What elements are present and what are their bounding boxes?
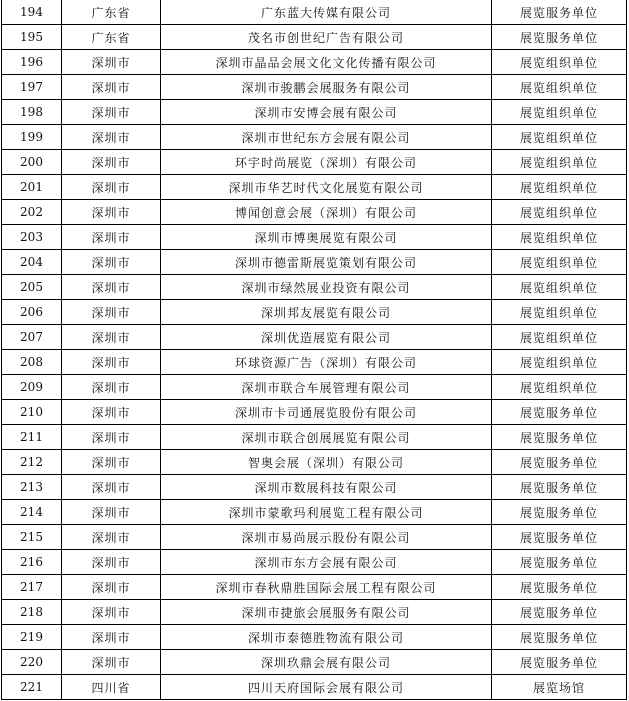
region-cell: 深圳市 [62, 275, 161, 300]
table-row [2, 650, 627, 675]
category-cell: 展览场馆 [492, 675, 627, 700]
region-cell: 深圳市 [62, 650, 161, 675]
company-name-cell: 深圳市易尚展示股份有限公司 [161, 525, 492, 550]
category-cell: 展览服务单位 [492, 450, 627, 475]
company-name-cell: 环宇时尚展览（深圳）有限公司 [161, 150, 492, 175]
region-cell: 深圳市 [62, 450, 161, 475]
row-number-cell: 211 [2, 425, 62, 450]
company-name-cell: 深圳市数展科技有限公司 [161, 475, 492, 500]
row-number-cell: 208 [2, 350, 62, 375]
table-row [2, 325, 627, 350]
organization-table [1, 0, 627, 700]
row-number-cell: 203 [2, 225, 62, 250]
company-name-cell: 深圳市东方会展有限公司 [161, 550, 492, 575]
region-cell: 深圳市 [62, 550, 161, 575]
row-number-cell: 209 [2, 375, 62, 400]
table-row [2, 75, 627, 100]
table-row [2, 375, 627, 400]
company-name-cell: 深圳市春秋鼎胜国际会展工程有限公司 [161, 575, 492, 600]
company-name-cell: 四川天府国际会展有限公司 [161, 675, 492, 700]
table-row [2, 600, 627, 625]
company-name-cell: 深圳市骏鹏会展服务有限公司 [161, 75, 492, 100]
row-number-cell: 210 [2, 400, 62, 425]
category-cell: 展览组织单位 [492, 275, 627, 300]
table-row [2, 50, 627, 75]
company-name-cell: 博闻创意会展（深圳）有限公司 [161, 200, 492, 225]
region-cell: 深圳市 [62, 500, 161, 525]
category-cell: 展览组织单位 [492, 200, 627, 225]
table-row [2, 150, 627, 175]
table-row [2, 625, 627, 650]
table-row [2, 175, 627, 200]
row-number-cell: 221 [2, 675, 62, 700]
row-number-cell: 218 [2, 600, 62, 625]
region-cell: 深圳市 [62, 100, 161, 125]
row-number-cell: 204 [2, 250, 62, 275]
table-row [2, 300, 627, 325]
region-cell: 深圳市 [62, 50, 161, 75]
region-cell: 深圳市 [62, 175, 161, 200]
category-cell: 展览组织单位 [492, 300, 627, 325]
table-row [2, 575, 627, 600]
company-name-cell: 深圳市晶品会展文化文化传播有限公司 [161, 50, 492, 75]
table-row [2, 400, 627, 425]
company-name-cell: 深圳市泰德胜物流有限公司 [161, 625, 492, 650]
row-number-cell: 205 [2, 275, 62, 300]
category-cell: 展览组织单位 [492, 150, 627, 175]
region-cell: 深圳市 [62, 600, 161, 625]
region-cell: 深圳市 [62, 75, 161, 100]
table-row [2, 0, 627, 25]
region-cell: 深圳市 [62, 575, 161, 600]
category-cell: 展览服务单位 [492, 600, 627, 625]
region-cell: 深圳市 [62, 625, 161, 650]
category-cell: 展览组织单位 [492, 50, 627, 75]
table-body [2, 0, 627, 700]
region-cell: 深圳市 [62, 300, 161, 325]
row-number-cell: 196 [2, 50, 62, 75]
row-number-cell: 217 [2, 575, 62, 600]
category-cell: 展览组织单位 [492, 250, 627, 275]
table-row [2, 25, 627, 50]
company-name-cell: 深圳市德雷斯展览策划有限公司 [161, 250, 492, 275]
region-cell: 深圳市 [62, 425, 161, 450]
table-row [2, 125, 627, 150]
company-name-cell: 深圳市捷旅会展服务有限公司 [161, 600, 492, 625]
category-cell: 展览服务单位 [492, 400, 627, 425]
company-name-cell: 深圳市华艺时代文化展览有限公司 [161, 175, 492, 200]
category-cell: 展览服务单位 [492, 525, 627, 550]
row-number-cell: 214 [2, 500, 62, 525]
table-row [2, 450, 627, 475]
category-cell: 展览服务单位 [492, 425, 627, 450]
region-cell: 深圳市 [62, 250, 161, 275]
company-name-cell: 深圳市世纪东方会展有限公司 [161, 125, 492, 150]
company-name-cell: 深圳市博奥展览有限公司 [161, 225, 492, 250]
company-name-cell: 深圳优造展览有限公司 [161, 325, 492, 350]
company-name-cell: 广东蓝大传媒有限公司 [161, 0, 492, 25]
category-cell: 展览服务单位 [492, 625, 627, 650]
company-name-cell: 智奥会展（深圳）有限公司 [161, 450, 492, 475]
region-cell: 广东省 [62, 0, 161, 25]
region-cell: 深圳市 [62, 525, 161, 550]
region-cell: 深圳市 [62, 125, 161, 150]
region-cell: 四川省 [62, 675, 161, 700]
category-cell: 展览组织单位 [492, 225, 627, 250]
company-name-cell: 深圳市绿然展业投资有限公司 [161, 275, 492, 300]
row-number-cell: 201 [2, 175, 62, 200]
company-name-cell: 深圳玖鼎会展有限公司 [161, 650, 492, 675]
row-number-cell: 215 [2, 525, 62, 550]
row-number-cell: 197 [2, 75, 62, 100]
table-row [2, 675, 627, 700]
row-number-cell: 200 [2, 150, 62, 175]
row-number-cell: 194 [2, 0, 62, 25]
row-number-cell: 206 [2, 300, 62, 325]
category-cell: 展览组织单位 [492, 125, 627, 150]
row-number-cell: 198 [2, 100, 62, 125]
category-cell: 展览组织单位 [492, 350, 627, 375]
category-cell: 展览服务单位 [492, 500, 627, 525]
table-row [2, 350, 627, 375]
row-number-cell: 216 [2, 550, 62, 575]
category-cell: 展览组织单位 [492, 100, 627, 125]
company-name-cell: 环球资源广告（深圳）有限公司 [161, 350, 492, 375]
table-row [2, 525, 627, 550]
row-number-cell: 199 [2, 125, 62, 150]
row-number-cell: 195 [2, 25, 62, 50]
category-cell: 展览组织单位 [492, 325, 627, 350]
category-cell: 展览服务单位 [492, 650, 627, 675]
company-name-cell: 深圳市蒙歌玛利展览工程有限公司 [161, 500, 492, 525]
category-cell: 展览服务单位 [492, 550, 627, 575]
category-cell: 展览组织单位 [492, 175, 627, 200]
category-cell: 展览组织单位 [492, 75, 627, 100]
table-row [2, 500, 627, 525]
region-cell: 深圳市 [62, 350, 161, 375]
category-cell: 展览服务单位 [492, 475, 627, 500]
company-name-cell: 深圳市安博会展有限公司 [161, 100, 492, 125]
region-cell: 深圳市 [62, 200, 161, 225]
company-name-cell: 深圳市卡司通展览股份有限公司 [161, 400, 492, 425]
table-row [2, 275, 627, 300]
region-cell: 深圳市 [62, 325, 161, 350]
table-row [2, 475, 627, 500]
row-number-cell: 207 [2, 325, 62, 350]
region-cell: 深圳市 [62, 150, 161, 175]
category-cell: 展览服务单位 [492, 0, 627, 25]
region-cell: 广东省 [62, 25, 161, 50]
category-cell: 展览组织单位 [492, 375, 627, 400]
table-row [2, 250, 627, 275]
company-name-cell: 深圳市联合车展管理有限公司 [161, 375, 492, 400]
company-name-cell: 深圳邦友展览有限公司 [161, 300, 492, 325]
region-cell: 深圳市 [62, 400, 161, 425]
company-name-cell: 茂名市创世纪广告有限公司 [161, 25, 492, 50]
row-number-cell: 212 [2, 450, 62, 475]
row-number-cell: 220 [2, 650, 62, 675]
company-name-cell: 深圳市联合创展展览有限公司 [161, 425, 492, 450]
row-number-cell: 213 [2, 475, 62, 500]
table-row [2, 550, 627, 575]
region-cell: 深圳市 [62, 225, 161, 250]
category-cell: 展览服务单位 [492, 575, 627, 600]
table-row [2, 200, 627, 225]
row-number-cell: 202 [2, 200, 62, 225]
category-cell: 展览服务单位 [492, 25, 627, 50]
table-row [2, 225, 627, 250]
row-number-cell: 219 [2, 625, 62, 650]
table-row [2, 425, 627, 450]
region-cell: 深圳市 [62, 475, 161, 500]
table-row [2, 100, 627, 125]
region-cell: 深圳市 [62, 375, 161, 400]
